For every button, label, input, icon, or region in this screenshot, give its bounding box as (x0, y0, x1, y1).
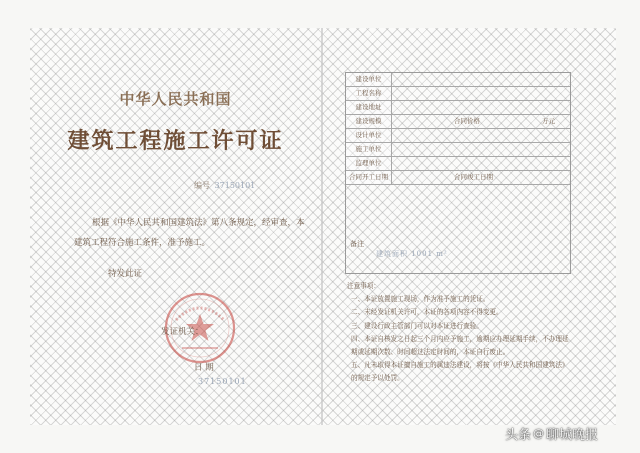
row-label: 建设单位 (346, 73, 392, 86)
table-row (346, 87, 570, 101)
watermark (505, 424, 598, 443)
country-name: 中华人民共和国 (119, 90, 232, 108)
table-row (346, 129, 570, 143)
serial-label: 编号 (194, 181, 210, 190)
table-row (346, 157, 570, 171)
table-row (346, 143, 570, 157)
note-item: 三、建设行政主管部门可以对本证进行查验。 (351, 321, 483, 330)
bottom-number: 37150101 (198, 377, 247, 386)
note-item: 二、未经发证机关许可，本证的各项内容不得变更。 (351, 308, 503, 317)
watermark-account: 聊城晚报 (546, 428, 599, 443)
right-page (323, 28, 616, 425)
price-unit: 万元 (542, 117, 555, 125)
project-info-table (345, 72, 571, 274)
watermark-at: @ (533, 427, 545, 440)
row-label: 工程名称 (346, 87, 392, 100)
notes-section (345, 280, 575, 386)
table-row (346, 73, 570, 87)
contract-price-label: 合同价格 (454, 117, 480, 125)
notes-title: 注意事项： (347, 282, 380, 290)
permit-body-text: 根据《中华人民共和国建筑法》第八条规定，经审查，本建筑工程符合施工条件，准予施工。 (74, 218, 305, 248)
remarks-label: 备注 (350, 240, 364, 248)
serial-number (194, 180, 255, 191)
date-label: 日 期 (194, 363, 214, 373)
row-label: 建设地址 (346, 101, 392, 114)
contract-completion-label: 合同竣工日期 (454, 173, 493, 181)
watermark-prefix: 头条 (505, 428, 532, 443)
table-row (346, 101, 570, 115)
note-item: 四、本证自核发之日起三个月内应予施工，逾期应办理延期手续，不办理延期或延期次数、时间超过法定时间的，本证自行废止。 (351, 334, 569, 357)
row-label: 建设规模 (346, 115, 392, 128)
table-row (346, 171, 570, 185)
note-item: 五、凡未取得本证擅自施工的属违法建设，将按《中华人民共和国建筑法》的规定予以处罚。 (351, 361, 569, 383)
note-item: 一、本证放置施工现场，作为准予施工的凭证。 (351, 295, 490, 304)
row-label: 施工单位 (346, 143, 392, 156)
remarks-value: 建筑面积 1001 m² (376, 250, 448, 258)
special-notice: 特发此证 (108, 269, 143, 279)
left-page (30, 28, 321, 425)
row-label: 设计单位 (346, 129, 392, 142)
serial-value: 37150101 (214, 181, 256, 190)
issuer-label: 发证机关： (161, 327, 204, 337)
table-row (346, 115, 570, 129)
row-label: 监理单位 (346, 157, 392, 170)
row-label: 合同开工日期 (346, 171, 392, 184)
permit-title: 建筑工程施工许可证 (67, 128, 284, 154)
